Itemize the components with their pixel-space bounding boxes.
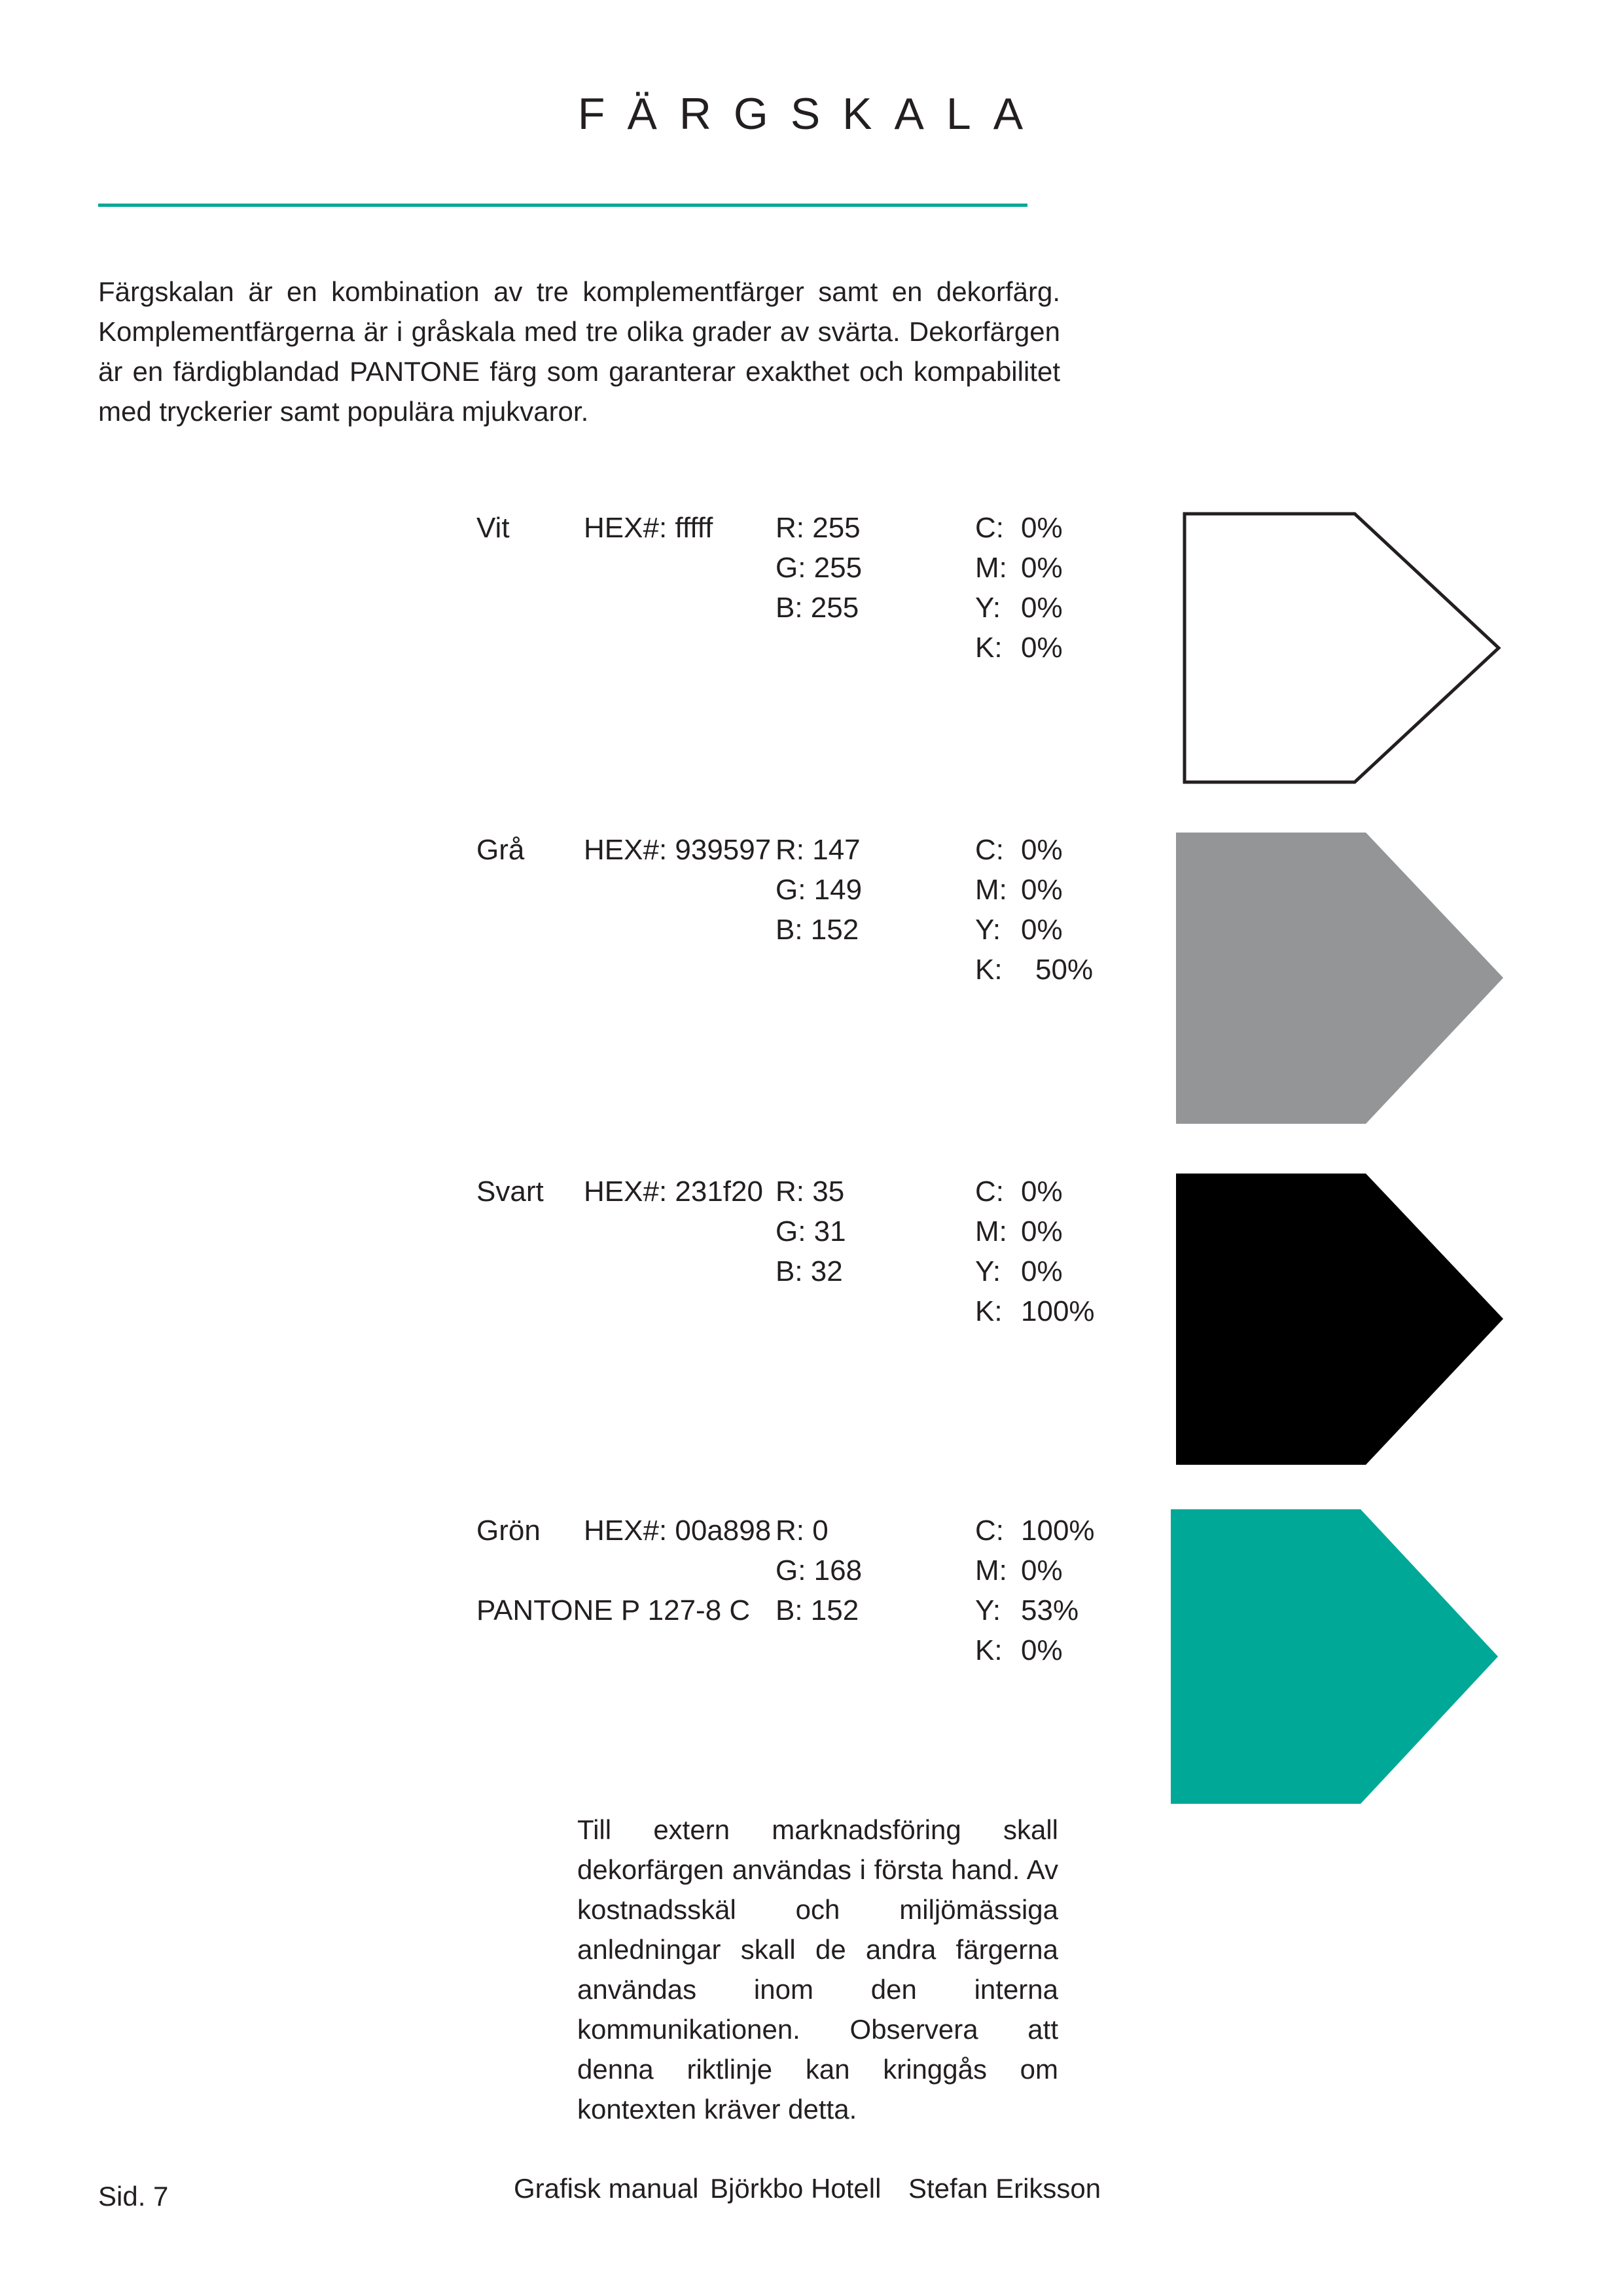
- cmyk-m-label: M:: [975, 552, 1007, 584]
- color-hex: HEX#: 939597: [584, 834, 772, 866]
- cmyk-c-value: 0%: [1021, 834, 1063, 866]
- rgb-g: G: 31: [776, 1215, 846, 1247]
- color-hex: HEX#: 231f20: [584, 1175, 763, 1208]
- cmyk-y-label: Y:: [975, 1255, 1001, 1287]
- cmyk-c-label: C:: [975, 1515, 1004, 1547]
- color-name: Vit: [476, 512, 510, 544]
- cmyk-y-value: 53%: [1021, 1594, 1079, 1626]
- rgb-b: B: 255: [776, 592, 859, 624]
- cmyk-k-label: K:: [975, 632, 1003, 664]
- cmyk-m-value: 0%: [1021, 1215, 1063, 1247]
- rgb-r: R: 35: [776, 1175, 845, 1208]
- cmyk-c-value: 100%: [1021, 1515, 1095, 1547]
- page-title: FÄRGSKALA: [577, 89, 1046, 139]
- color-rgb: [776, 1511, 862, 1630]
- color-name: Svart: [476, 1175, 544, 1208]
- swatch-black-shape: [1176, 1174, 1503, 1465]
- cmyk-y-value: 0%: [1021, 592, 1063, 624]
- cmyk-k-value: 0%: [1021, 632, 1063, 664]
- cmyk-c-label: C:: [975, 834, 1004, 866]
- color-name: Grön: [476, 1515, 541, 1547]
- swatch-green: [1171, 1509, 1498, 1804]
- color-cmyk: [975, 1511, 1095, 1670]
- cmyk-y-value: 0%: [1021, 914, 1063, 946]
- cmyk-m-label: M:: [975, 1554, 1007, 1587]
- title-divider: [98, 204, 1027, 207]
- page-number: Sid. 7: [98, 2181, 169, 2212]
- color-rgb: [776, 830, 862, 950]
- cmyk-k-value: 0%: [1021, 1634, 1063, 1666]
- swatch-white: [1181, 511, 1502, 785]
- swatch-green-shape: [1171, 1509, 1498, 1804]
- cmyk-m-value: 0%: [1021, 1554, 1063, 1587]
- footer-author: Stefan Eriksson: [908, 2173, 1101, 2204]
- footer-hotel: Björkbo Hotell: [710, 2173, 882, 2204]
- color-name: Grå: [476, 834, 525, 866]
- rgb-b: B: 32: [776, 1255, 843, 1287]
- color-hex: HEX#: 00a898: [584, 1515, 772, 1547]
- usage-note: Till extern marknadsföring skall dekorfärgen användas i första hand. Av kostnadsskäl och miljömässiga anledningar skall de andra färgerna användas inom den interna kommunikationen. Observera att denna riktlinje kan kringgås om kontexten kräver detta.: [577, 1814, 1058, 2125]
- cmyk-m-label: M:: [975, 1215, 1007, 1247]
- rgb-g: G: 255: [776, 552, 863, 584]
- cmyk-k-label: K:: [975, 1634, 1003, 1666]
- intro-paragraph: Färgskalan är en kombination av tre komplementfärger samt en dekorfärg. Komplementfärgerna är i gråskala med tre olika grader av svärta. Dekorfärgen är en färdigblandad PANTONE färg som garanterar exakthet och kompabilitet med tryckerier samt populära mjukvaror.: [98, 276, 1060, 427]
- cmyk-k-value: 50%: [1035, 954, 1094, 986]
- cmyk-k-label: K:: [975, 1295, 1003, 1327]
- rgb-r: R: 147: [776, 834, 861, 866]
- color-cmyk: [975, 508, 1063, 668]
- cmyk-y-label: Y:: [975, 914, 1001, 946]
- cmyk-k-label: K:: [975, 954, 1003, 986]
- rgb-g: G: 168: [776, 1554, 863, 1587]
- rgb-r: R: 0: [776, 1515, 829, 1547]
- cmyk-m-value: 0%: [1021, 874, 1063, 906]
- cmyk-y-value: 0%: [1021, 1255, 1063, 1287]
- cmyk-k-value: 100%: [1021, 1295, 1095, 1327]
- cmyk-m-value: 0%: [1021, 552, 1063, 584]
- cmyk-c-label: C:: [975, 1175, 1004, 1208]
- rgb-b: B: 152: [776, 914, 859, 946]
- color-hex: HEX#: fffff: [584, 512, 713, 544]
- footer-manual: Grafisk manual: [514, 2173, 699, 2204]
- swatch-black: [1176, 1174, 1503, 1465]
- color-rgb: [776, 508, 862, 628]
- rgb-b: B: 152: [776, 1594, 859, 1626]
- rgb-r: R: 255: [776, 512, 861, 544]
- rgb-g: G: 149: [776, 874, 863, 906]
- pantone-code: PANTONE P 127-8 C: [476, 1594, 751, 1626]
- color-rgb: [776, 1172, 846, 1291]
- color-cmyk: [975, 1172, 1095, 1331]
- cmyk-y-label: Y:: [975, 592, 1001, 624]
- swatch-gray: [1176, 833, 1503, 1124]
- cmyk-c-value: 0%: [1021, 512, 1063, 544]
- swatch-white-shape: [1185, 514, 1499, 782]
- cmyk-y-label: Y:: [975, 1594, 1001, 1626]
- color-cmyk: [975, 830, 1093, 990]
- cmyk-c-label: C:: [975, 512, 1004, 544]
- cmyk-c-value: 0%: [1021, 1175, 1063, 1208]
- swatch-gray-shape: [1176, 833, 1503, 1124]
- cmyk-m-label: M:: [975, 874, 1007, 906]
